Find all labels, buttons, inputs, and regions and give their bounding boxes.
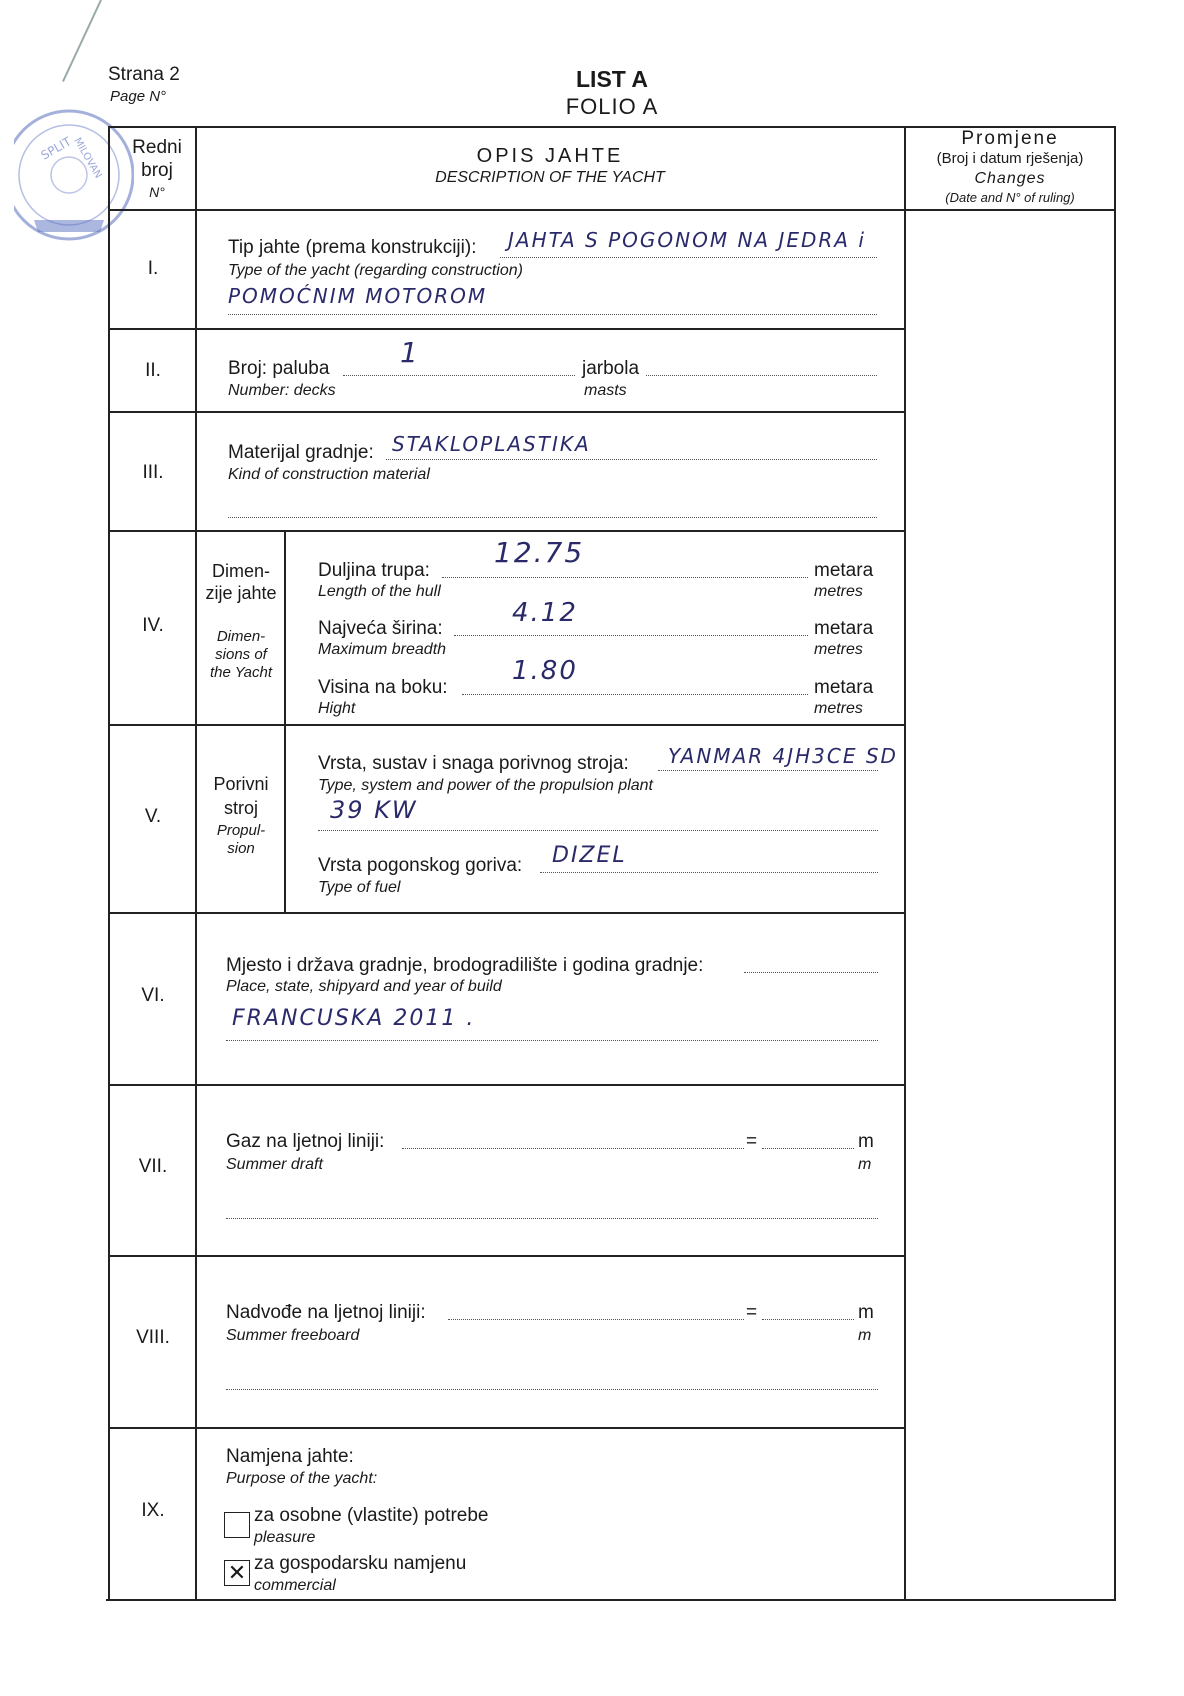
propulsion-group-label: Porivni stroj — [213, 774, 269, 818]
col-description-header-en: DESCRIPTION OF THE YACHT — [435, 169, 665, 186]
freeboard-unit: m — [858, 1302, 874, 1323]
freeboard-label-en: Summer freeboard — [226, 1327, 360, 1344]
row-number: II. — [145, 360, 161, 381]
row-number: IX. — [141, 1500, 165, 1521]
freeboard-unit-en: m — [858, 1327, 872, 1344]
commercial-option-label-en: commercial — [254, 1577, 336, 1594]
pleasure-option-label-en: pleasure — [254, 1529, 316, 1546]
purpose-label-en: Purpose of the yacht: — [226, 1470, 378, 1487]
breadth-unit-en: metres — [814, 641, 863, 658]
col-number-header-en: N° — [149, 184, 165, 200]
material-value: STAKLOPLASTIKA — [392, 432, 591, 456]
row-number: I. — [147, 258, 159, 279]
row-number: VII. — [138, 1156, 168, 1177]
height-unit-en: metres — [814, 700, 863, 717]
fuel-value: DIZEL — [552, 843, 627, 868]
summer-draft-unit: m — [858, 1131, 874, 1152]
row-number: IV. — [142, 615, 164, 636]
length-value: 12.75 — [494, 536, 585, 569]
build-place-label: Mjesto i država gradnje, brodogradilište i godina gradnje: — [226, 955, 704, 976]
decks-label-en: Number: decks — [228, 382, 336, 399]
dimensions-group-label: Dimen- zije jahte — [205, 561, 277, 603]
yacht-type-label: Tip jahte (prema konstrukciji): — [228, 237, 477, 258]
row-number: III. — [142, 462, 164, 483]
svg-text:SPLIT: SPLIT — [38, 134, 74, 163]
row-number: V. — [144, 806, 162, 827]
masts-label-en: masts — [584, 382, 627, 399]
svg-text:MILOVAN: MILOVAN — [71, 136, 104, 181]
dimensions-group-label-en: Dimen- sions of the Yacht — [210, 628, 272, 681]
col-changes-sub: (Broj i datum rješenja) — [936, 150, 1084, 167]
freeboard-equals: = — [746, 1302, 758, 1323]
yacht-type-label-en: Type of the yacht (regarding construction) — [228, 262, 523, 279]
yacht-type-value: JAHTA S POGONOM NA JEDRA i — [508, 228, 866, 252]
notary-stamp — [14, 100, 134, 250]
build-place-value: FRANCUSKA 2011 . — [232, 1006, 476, 1031]
decks-label: Broj: paluba — [228, 358, 330, 379]
freeboard-label: Nadvođe na ljetnoj liniji: — [226, 1302, 426, 1323]
height-label: Visina na boku: — [318, 677, 448, 698]
yacht-type-value-cont: POMOĆNIM MOTOROM — [228, 284, 488, 308]
col-changes-header: Promjene — [961, 128, 1059, 149]
length-unit-en: metres — [814, 583, 863, 600]
propulsion-value: YANMAR 4JH3CE SD — [668, 744, 898, 768]
fuel-label-en: Type of fuel — [318, 879, 401, 896]
height-value: 1.80 — [512, 656, 578, 686]
row-number: VIII. — [136, 1327, 170, 1348]
pleasure-option-label: za osobne (vlastite) potrebe — [254, 1505, 489, 1526]
summer-draft-label-en: Summer draft — [226, 1156, 323, 1173]
propulsion-group-label-en: Propul- sion — [216, 822, 266, 857]
breadth-value: 4.12 — [512, 598, 578, 628]
decks-value: 1 — [400, 336, 420, 369]
form-title: LIST A — [576, 66, 648, 92]
purpose-label: Namjena jahte: — [226, 1446, 354, 1467]
build-place-label-en: Place, state, shipyard and year of build — [226, 978, 502, 995]
height-label-en: Hight — [318, 700, 356, 717]
summer-draft-equals: = — [746, 1131, 758, 1152]
pleasure-checkbox[interactable] — [224, 1512, 250, 1538]
propulsion-power-value: 39 KW — [330, 796, 418, 824]
page-label: Strana 2 — [108, 64, 180, 85]
col-changes-sub-en: (Date and N° of ruling) — [945, 190, 1075, 205]
length-unit: metara — [814, 560, 874, 581]
commercial-option-label: za gospodarsku namjenu — [254, 1553, 467, 1574]
page-label-en: Page N° — [110, 88, 167, 105]
length-label-en: Length of the hull — [318, 583, 441, 600]
propulsion-label-en: Type, system and power of the propulsion plant — [318, 777, 653, 794]
col-description-header: OPIS JAHTE — [476, 145, 624, 167]
col-number-header: Redni broj — [132, 137, 182, 181]
summer-draft-label: Gaz na ljetnoj liniji: — [226, 1131, 385, 1152]
fuel-label: Vrsta pogonskog goriva: — [318, 855, 523, 876]
breadth-unit: metara — [814, 618, 874, 639]
material-label-en: Kind of construction material — [228, 466, 430, 483]
col-changes-header-en: Changes — [974, 170, 1046, 187]
masts-label: jarbola — [582, 358, 640, 379]
propulsion-label: Vrsta, sustav i snaga porivnog stroja: — [318, 753, 629, 774]
material-label: Materijal gradnje: — [228, 442, 374, 463]
breadth-label-en: Maximum breadth — [318, 641, 447, 658]
summer-draft-unit-en: m — [858, 1156, 872, 1173]
form-subtitle: FOLIO A — [565, 94, 659, 119]
commercial-checkbox-checked[interactable]: ✕ — [224, 1560, 250, 1586]
row-number: VI. — [141, 985, 165, 1006]
height-unit: metara — [814, 677, 874, 698]
breadth-label: Najveća širina: — [318, 618, 443, 639]
edge-mark — [62, 0, 102, 82]
length-label: Duljina trupa: — [318, 560, 430, 581]
